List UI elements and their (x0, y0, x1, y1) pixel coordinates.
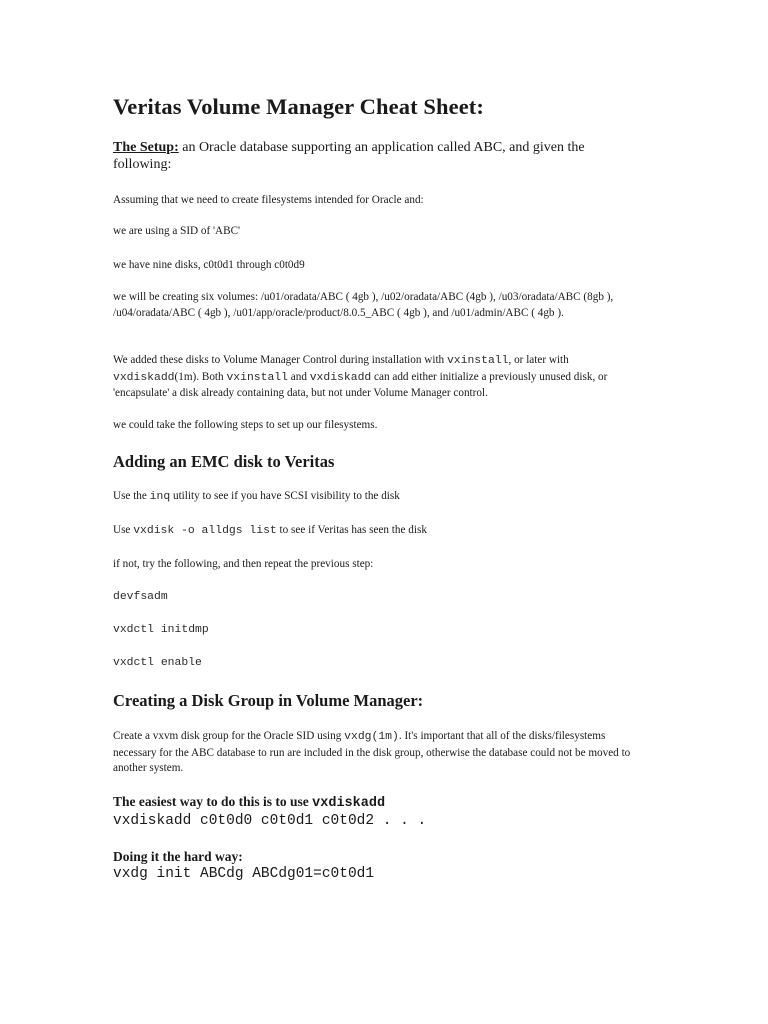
code-vxdg: vxdg(1m) (344, 731, 399, 743)
command-devfsadm: devfsadm (113, 591, 168, 603)
code-vxdiskadd: vxdiskadd (309, 371, 372, 384)
text-span: Create a vxvm disk group for the Oracle SID using (113, 730, 345, 742)
page-title: Veritas Volume Manager Cheat Sheet: (113, 94, 484, 119)
intro-paragraph-4: we will be creating six volumes: /u01/oradata/ABC ( 4gb ), /u02/oradata/ABC (4gb ), /u03/oradata/ABC (8gb ), /u04/oradata/ABC ( 4gb ), /u01/app/oracle/product/8.0.5_ABC ( 4gb ), and /u01/admin/ABC ( 4gb ). (113, 291, 614, 319)
code-vxinstall: vxinstall (226, 371, 288, 384)
setup-text: an Oracle database supporting an application called ABC, and given the following: (113, 140, 585, 172)
text-span: We added these disks to Volume Manager Control during installation with (113, 354, 447, 366)
command-vxdg-init: vxdg init ABCdg ABCdg01=c0t0d1 (113, 866, 375, 882)
text-span: utility to see if you have SCSI visibility to the disk (170, 490, 400, 502)
setup-paragraph (113, 139, 633, 173)
setup-lead: The Setup: (113, 140, 179, 155)
text-span: to see if Veritas has seen the disk (276, 524, 427, 536)
code-vxdisk-list: vxdisk -o alldgs list (133, 525, 277, 537)
command-vxdiskadd: vxdiskadd c0t0d0 c0t0d1 c0t0d2 . . . (113, 813, 427, 829)
emc-line-1 (113, 489, 633, 506)
intro-paragraph-3: we have nine disks, c0t0d1 through c0t0d9 (113, 259, 305, 271)
emc-line-3: if not, try the following, and then repeat the previous step: (113, 558, 374, 570)
code-vxdiskadd: vxdiskadd (312, 796, 386, 811)
emc-line-2 (113, 523, 633, 540)
intro-paragraph-6: we could take the following steps to set up our filesystems. (113, 419, 378, 431)
text-span: can add either initialize a previously unused disk, or 'encapsulate' a disk already containing data, but not under Volume Manager control. (113, 370, 608, 399)
section-heading-disk-group: Creating a Disk Group in Volume Manager: (113, 691, 424, 710)
disk-group-paragraph (113, 729, 633, 777)
command-vxdctl-initdmp: vxdctl initdmp (113, 624, 209, 636)
code-inq: inq (149, 491, 171, 503)
code-vxinstall: vxinstall (446, 355, 509, 367)
text-span: , or later with (508, 354, 569, 366)
command-vxdctl-enable: vxdctl enable (113, 657, 202, 669)
intro-paragraph-2: we are using a SID of 'ABC' (113, 225, 241, 237)
hard-way-heading: Doing it the hard way: (113, 849, 243, 864)
intro-paragraph-5 (113, 353, 633, 402)
code-vxdiskadd: vxdiskadd (113, 371, 175, 384)
intro-paragraph-1: Assuming that we need to create filesystems intended for Oracle and: (113, 194, 424, 206)
text-span: . It's important that all of the disks/filesystems necessary for the ABC database to run are included in the disk group, otherwise the database could not be moved to another system. (113, 730, 631, 774)
section-heading-emc: Adding an EMC disk to Veritas (113, 452, 335, 471)
text-span: (1m). Both (174, 370, 227, 383)
text-span: and (287, 370, 310, 383)
text-span: The easiest way to do this is to use (113, 794, 313, 809)
easy-way-heading (113, 794, 385, 811)
text-span: Use (113, 524, 134, 536)
text-span: Use the (113, 490, 150, 502)
